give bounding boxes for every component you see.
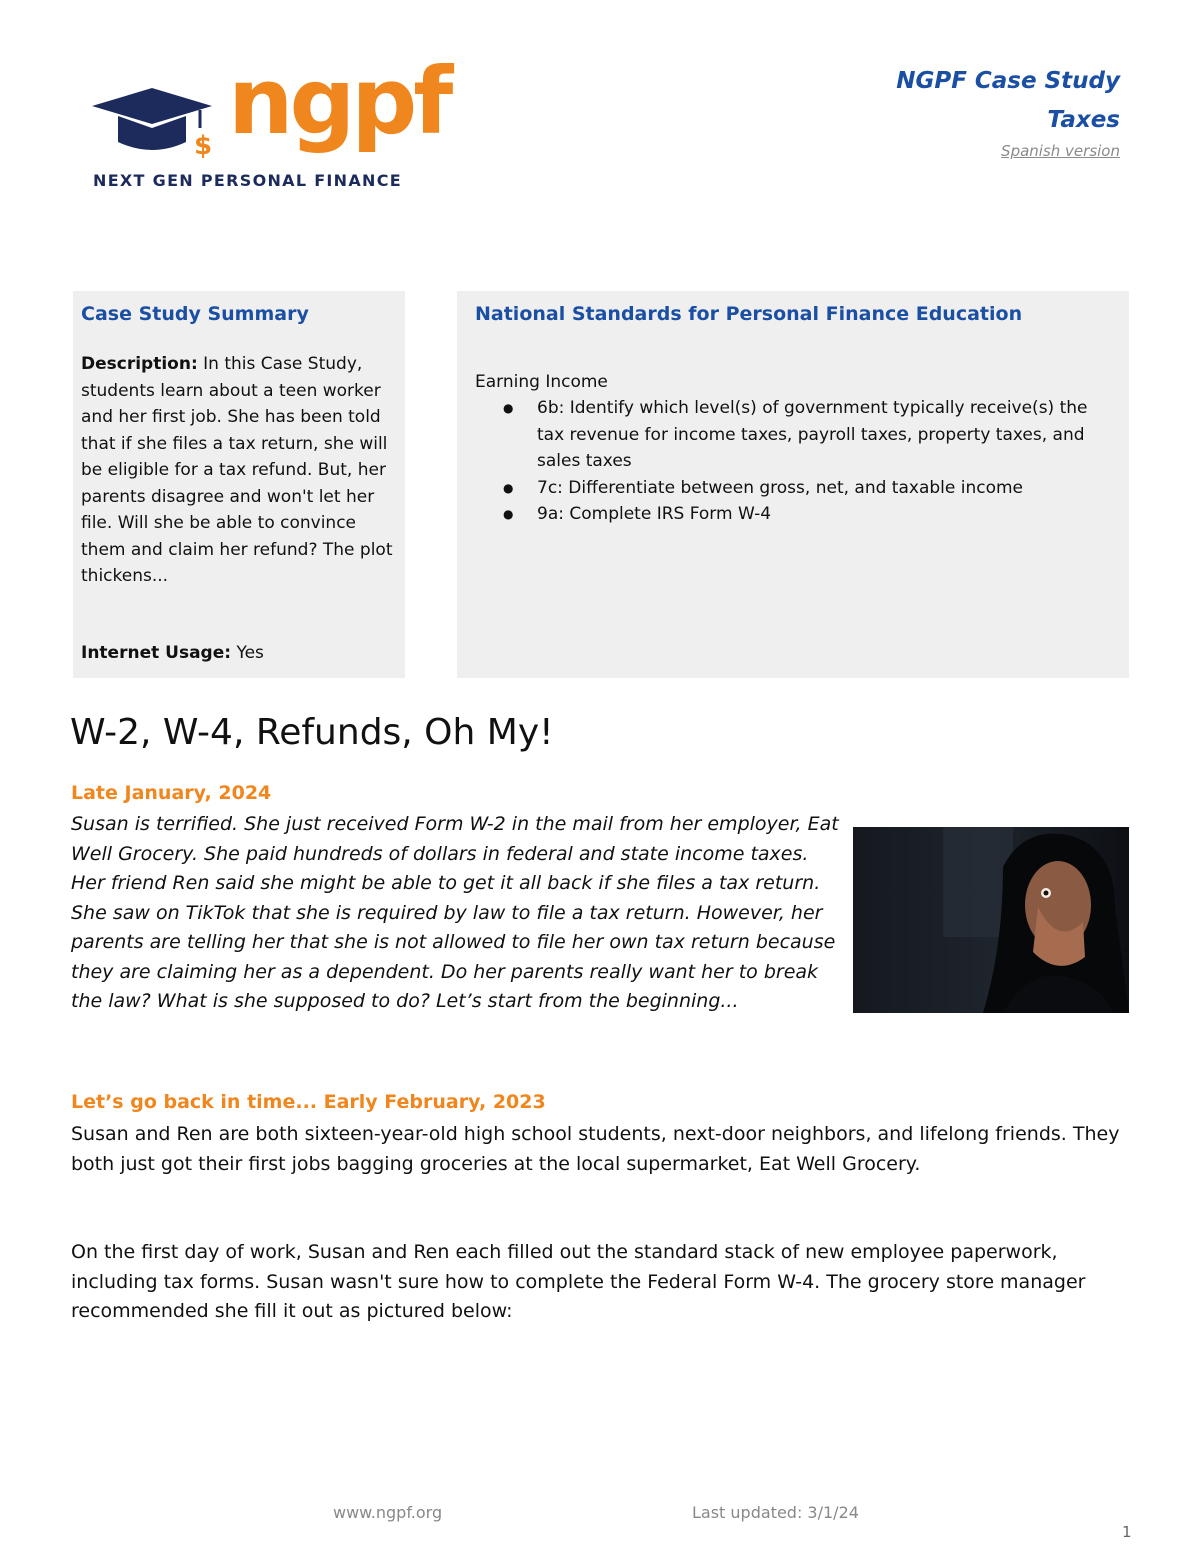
footer-url[interactable]: www.ngpf.org [333,1503,443,1522]
header-block [896,62,1120,160]
w4-paragraph: On the first day of work, Susan and Ren each filled out the standard stack of new employee paperwork, including tax forms. Susan wasn't sure how to complete the Federal Form W-4. The grocery store manager recommended she fill it out as pictured below: [71,1241,1086,1322]
list-item: ● 7c: Differentiate between gross, net, and taxable income [475,475,1115,502]
photo-illustration [853,827,1129,1013]
list-item: ● 9a: Complete IRS Form W-4 [475,501,1115,528]
spanish-version-link[interactable]: Spanish version [1001,142,1120,160]
logo-tagline: NEXT GEN PERSONAL FINANCE [93,171,403,190]
logo-wordmark: ngpf [228,48,450,155]
list-item: ● 6b: Identify which level(s) of government typically receive(s) the tax revenue for income taxes, payroll taxes, property taxes, and sales taxes [475,395,1115,475]
footer-updated: Last updated: 3/1/24 [692,1503,859,1522]
case-study-summary-box [73,291,405,678]
internet-usage-label: Internet Usage: [81,643,232,663]
worried-teen-photo [853,827,1129,1013]
standards-title: National Standards for Personal Finance Education [475,303,1023,325]
summary-description [81,351,403,590]
page-number: 1 [1122,1523,1132,1541]
series-title: NGPF Case Study [896,68,1120,94]
internet-usage [81,643,264,663]
standards-box [457,291,1129,678]
article-title: W-2, W-4, Refunds, Oh My! [70,712,554,753]
internet-usage-value: Yes [236,643,264,663]
intro-paragraph: Susan and Ren are both sixteen-year-old high school students, next-door neighbors, and lifelong friends. They both just got their first jobs bagging groceries at the local supermarket, Eat Well Grocery. [71,1123,1120,1175]
svg-text:$: $ [194,131,213,161]
topic-title: Taxes [1047,107,1120,133]
section-heading-early-february: Let’s go back in time... Early February, 2023 [71,1091,546,1113]
ngpf-logo [92,48,450,195]
summary-title: Case Study Summary [81,303,309,325]
section-heading-late-january: Late January, 2024 [71,782,272,804]
standards-list [475,395,1115,528]
story-text: Susan is terrified. She just received Form W-2 in the mail from her employer, Eat Well Grocery. She paid hundreds of dollars in federal and state income taxes. Her friend Ren said she might be able to get it all back if she files a tax return. She saw on TikTok that she is required by law to file a tax return. However, her parents are telling her that she is not allowed to file her own tax return because they are claiming her as a dependent. Do her parents really want her to break the law? What is she supposed to do? Let’s start from the beginning... [71,813,839,1012]
standards-category: Earning Income [475,372,608,392]
description-label: Description: [81,354,198,374]
graduation-cap-icon [92,84,222,164]
description-text: In this Case Study, students learn about a teen worker and her first job. She has been told that if she files a tax return, she will be eligible for a tax refund. But, her parents disagree and won't let her file. Will she be able to convince them and claim her refund? The plot thickens... [81,354,393,586]
